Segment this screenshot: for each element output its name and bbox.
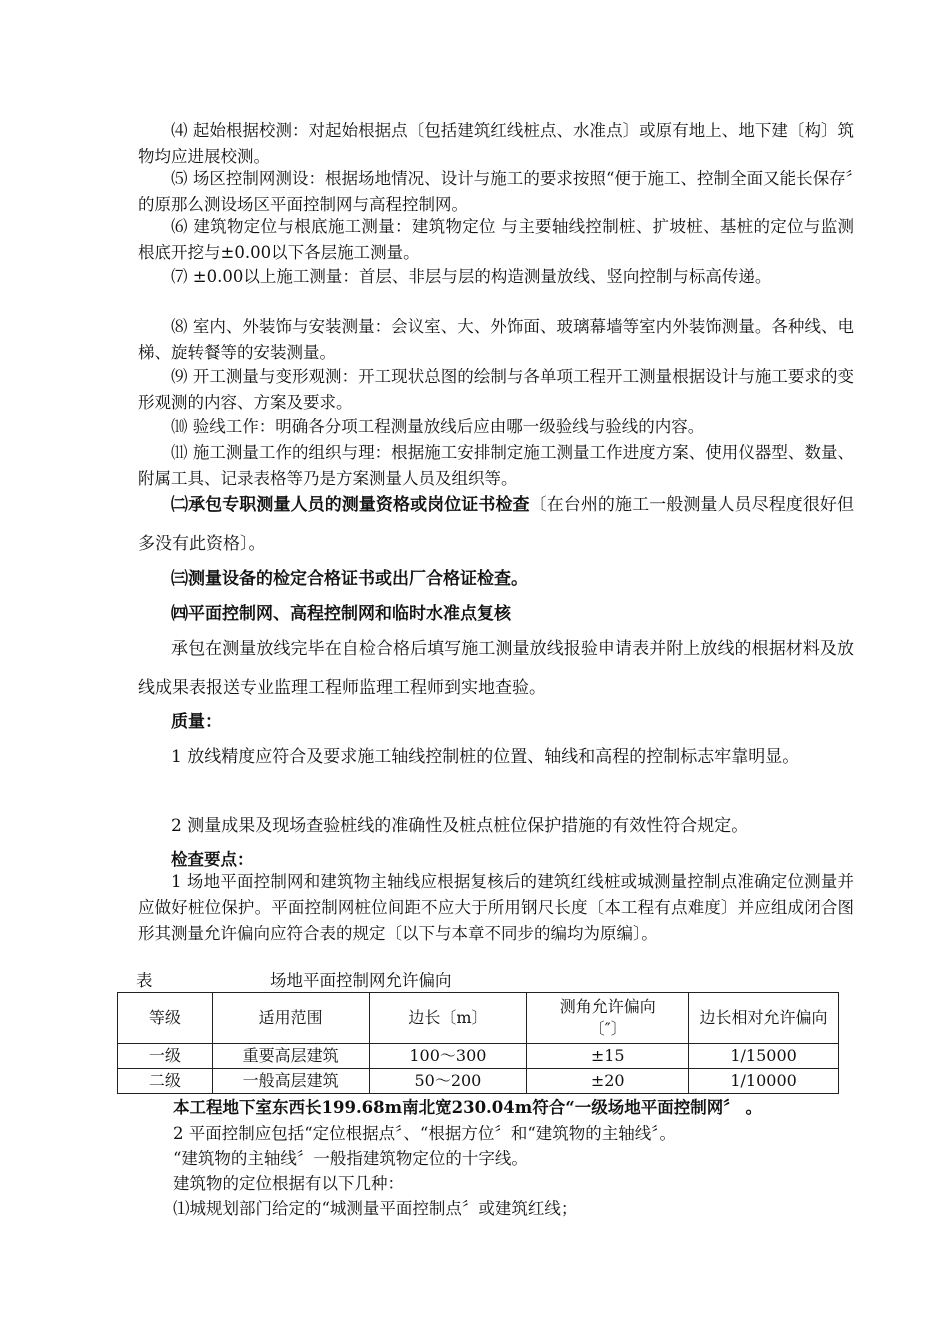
paragraph-approval: 承包在测量放线完毕在自检合格后填写施工测量放线报验申请表并附上放线的根据材料及放线成果表报送专业监理工程师监理工程师到实地查验。: [138, 639, 854, 698]
section-2-note: 〔在台州的施工一般测量人员尽程度很好但多没有此资格〕。: [138, 495, 855, 554]
positioning-basis-1: ⑴城规划部门给定的“城测量平面控制点〞或建筑红线；: [173, 1199, 578, 1218]
section-3-heading: ㈢测量设备的检定合格证书或出厂合格证检查。: [171, 569, 528, 589]
item-5: [138, 166, 854, 218]
table-cell: ±20: [527, 1069, 689, 1094]
item-8: [138, 314, 854, 366]
item-9: [138, 364, 854, 416]
positioning-basis-intro: 建筑物的定位根据有以下几种：: [173, 1174, 404, 1193]
item-number: ⑺: [171, 267, 188, 286]
item-text: 起始根据校测：对起始根据点〔包括建筑红线桩点、水准点〕或原有地上、地下建〔构〕筑物均应进展校测。: [138, 121, 855, 166]
table-cell: 1/15000: [689, 1044, 839, 1069]
check-item-1: 1 场地平面控制网和建筑物主轴线应根据复核后的建筑红线桩或城测量控制点准确定位测量并应做好桩位保护。平面控制网桩位间距不应大于所用钢尺长度〔本工程有点难度〕并应组成闭合图形其测量允许偏向应符合表的规定〔以下与本章不同步的编均为原编〕。: [138, 872, 854, 943]
table-caption: 场地平面控制网允许偏向: [270, 971, 452, 990]
table-cell: ±15: [527, 1044, 689, 1069]
table-header-row: [118, 993, 839, 1044]
item-number: ⑸: [171, 169, 188, 188]
table-header-cell: 边长〔m〕: [369, 993, 527, 1044]
table-cell: 1/10000: [689, 1069, 839, 1094]
table-row: [118, 1044, 839, 1069]
quality-item-2: 2 测量成果及现场查验桩线的准确性及桩点桩位保护措施的有效性符合规定。: [171, 816, 749, 836]
section-2-heading: ㈡承包专职测量人员的测量资格或岗位证书检查: [171, 495, 530, 515]
item-number: ⑷: [171, 121, 188, 140]
item-text: 场区控制网测设：根据场地情况、设计与施工的要求按照“便于施工、控制全面又能长保存〞的原那么测设场区平面控制网与高程控制网。: [138, 169, 855, 214]
table-cell: 一级: [118, 1044, 213, 1069]
item-number: ⑽: [171, 417, 188, 436]
item-10: [138, 414, 854, 440]
item-number: ⑼: [171, 367, 188, 386]
section-2: [138, 486, 854, 564]
item-text: 开工测量与变形观测：开工现状总图的绘制与各单项工程开工测量根据设计与施工要求的变形观测的内容、方案及要求。: [138, 367, 855, 412]
table-header-cell: 等级: [118, 993, 213, 1044]
item-text: 验线工作：明确各分项工程测量放线后应由哪一级验线与验线的内容。: [192, 417, 705, 436]
item-number: ⑹: [171, 217, 188, 236]
table-cell: 50～200: [369, 1069, 527, 1094]
item-text: ±0.00以上施工测量：首层、非层与层的构造测量放线、竖向控制与标高传递。: [192, 267, 772, 286]
item-number: ⑻: [171, 317, 188, 336]
site-dimension-note: 本工程地下室东西长199.68m南北宽230.04m符合“一级场地平面控制网〞 。: [173, 1098, 762, 1117]
main-axis-definition: “建筑物的主轴线〞一般指建筑物定位的十字线。: [173, 1149, 528, 1168]
table-cell: 重要高层建筑: [212, 1044, 369, 1069]
table-header-cell: 边长相对允许偏向: [689, 993, 839, 1044]
quality-heading: 质量：: [171, 712, 222, 732]
item-text: 室内、外装饰与安装测量：会议室、大、外饰面、玻璃幕墙等室内外装饰测量。各种线、电梯、旋转餐等的安装测量。: [138, 317, 855, 362]
item-11: [138, 440, 854, 492]
item-4: [138, 118, 854, 170]
item-text: 建筑物定位与根底施工测量：建筑物定位 与主要轴线控制桩、扩坡桩、基桩的定位与监测根底开挖与±0.00以下各层施工测量。: [138, 217, 855, 262]
table-cell: 100～300: [369, 1044, 527, 1069]
item-number: ⑾: [171, 443, 188, 462]
table-label: 表: [136, 971, 153, 990]
quality-item-1: 1 放线精度应符合及要求施工轴线控制桩的位置、轴线和高程的控制标志牢靠明显。: [171, 747, 800, 767]
item-text: 施工测量工作的组织与理：根据施工安排制定施工测量工作进度方案、使用仪器型、数量、附属工具、记录表格等乃是方案测量人员及组织等。: [138, 443, 855, 488]
item-6: [138, 214, 854, 266]
item-7: [138, 264, 854, 290]
table-header-cell: 测角允许偏向〔″〕: [527, 993, 689, 1044]
table-cell: 一般高层建筑: [212, 1069, 369, 1094]
table-row: [118, 1069, 839, 1094]
tolerance-table: [117, 992, 839, 1094]
table-cell: 二级: [118, 1069, 213, 1094]
table-header-cell: 适用范围: [212, 993, 369, 1044]
section-4-heading: ㈣平面控制网、高程控制网和临时水准点复核: [171, 604, 511, 624]
control-item-2: 2 平面控制应包括“定位根据点〞、“根据方位〞和“建筑物的主轴线〞。: [173, 1124, 677, 1143]
check-heading: 检查要点：: [171, 850, 254, 869]
